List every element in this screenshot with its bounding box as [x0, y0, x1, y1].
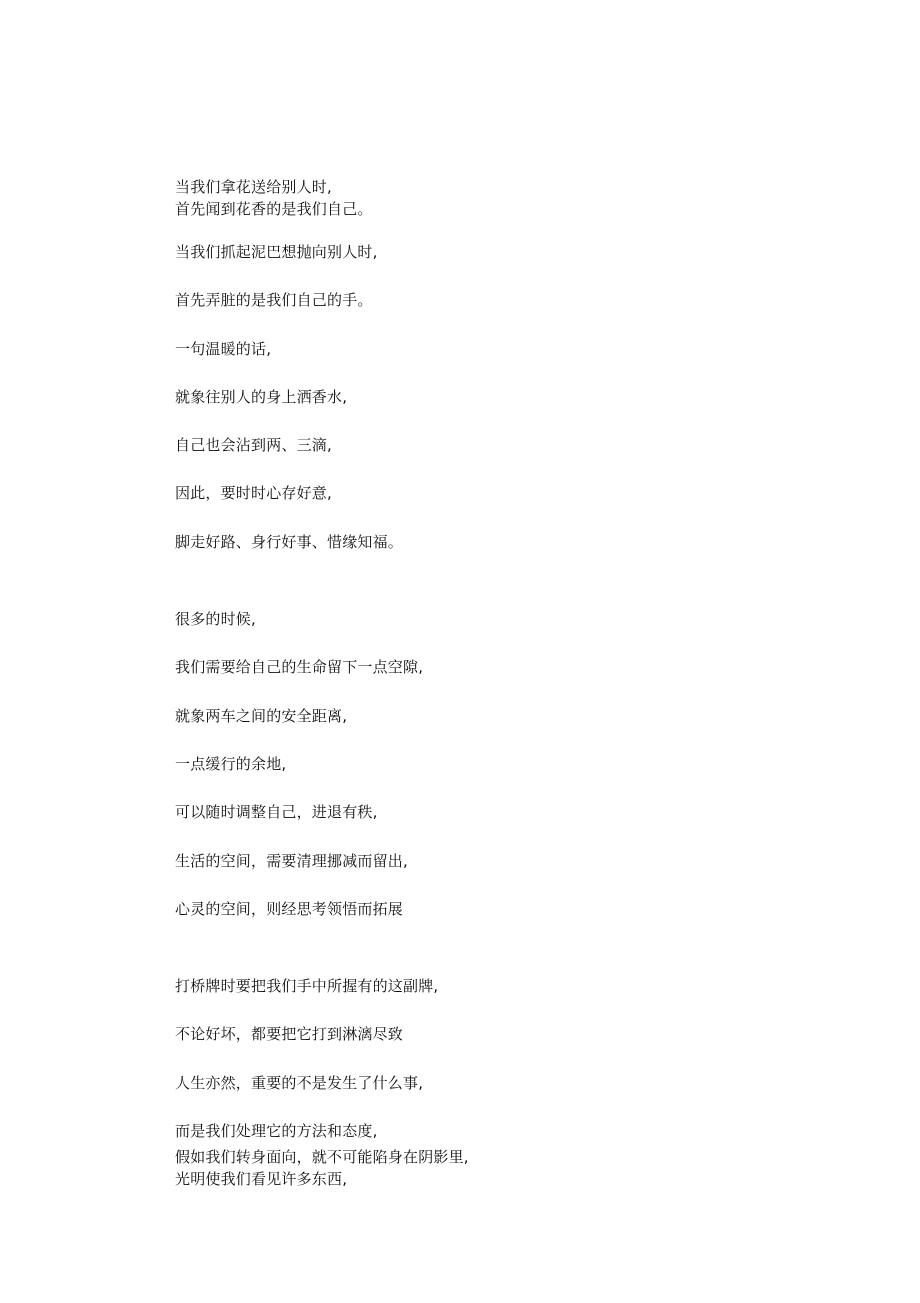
text-line: 打桥牌时要把我们手中所握有的这副牌, [175, 977, 439, 995]
text-line: 就象往别人的身上洒香水, [175, 388, 348, 406]
text-line: 假如我们转身面向，就不可能陷身在阴影里, [175, 1148, 469, 1166]
text-line: 生活的空间，需要清理挪减而留出, [175, 852, 408, 870]
text-line: 光明使我们看见许多东西, [175, 1170, 348, 1188]
text-line: 而是我们处理它的方法和态度, [175, 1122, 378, 1140]
text-line: 自己也会沾到两、三滴, [175, 436, 332, 454]
text-line: 可以随时调整自己，进退有秩, [175, 803, 378, 821]
text-line: 我们需要给自己的生命留下一点空隙, [175, 658, 424, 676]
text-line: 心灵的空间，则经思考领悟而拓展 [175, 900, 404, 918]
text-line: 首先闻到花香的是我们自己。 [175, 200, 373, 218]
text-line: 脚走好路、身行好事、惜缘知福。 [175, 533, 404, 551]
text-line: 一句温暖的话, [175, 340, 272, 358]
text-line: 就象两车之间的安全距离, [175, 707, 348, 725]
text-line: 首先弄脏的是我们自己的手。 [175, 291, 373, 309]
text-line: 当我们抓起泥巴想抛向别人时, [175, 243, 378, 261]
text-line: 不论好坏，都要把它打到淋漓尽致 [175, 1025, 404, 1043]
text-line: 因此，要时时心存好意, [175, 484, 332, 502]
text-line: 人生亦然，重要的不是发生了什么事, [175, 1074, 424, 1092]
text-line: 一点缓行的余地, [175, 755, 287, 773]
text-line: 当我们拿花送给别人时, [175, 178, 332, 196]
text-line: 很多的时候, [175, 610, 256, 628]
